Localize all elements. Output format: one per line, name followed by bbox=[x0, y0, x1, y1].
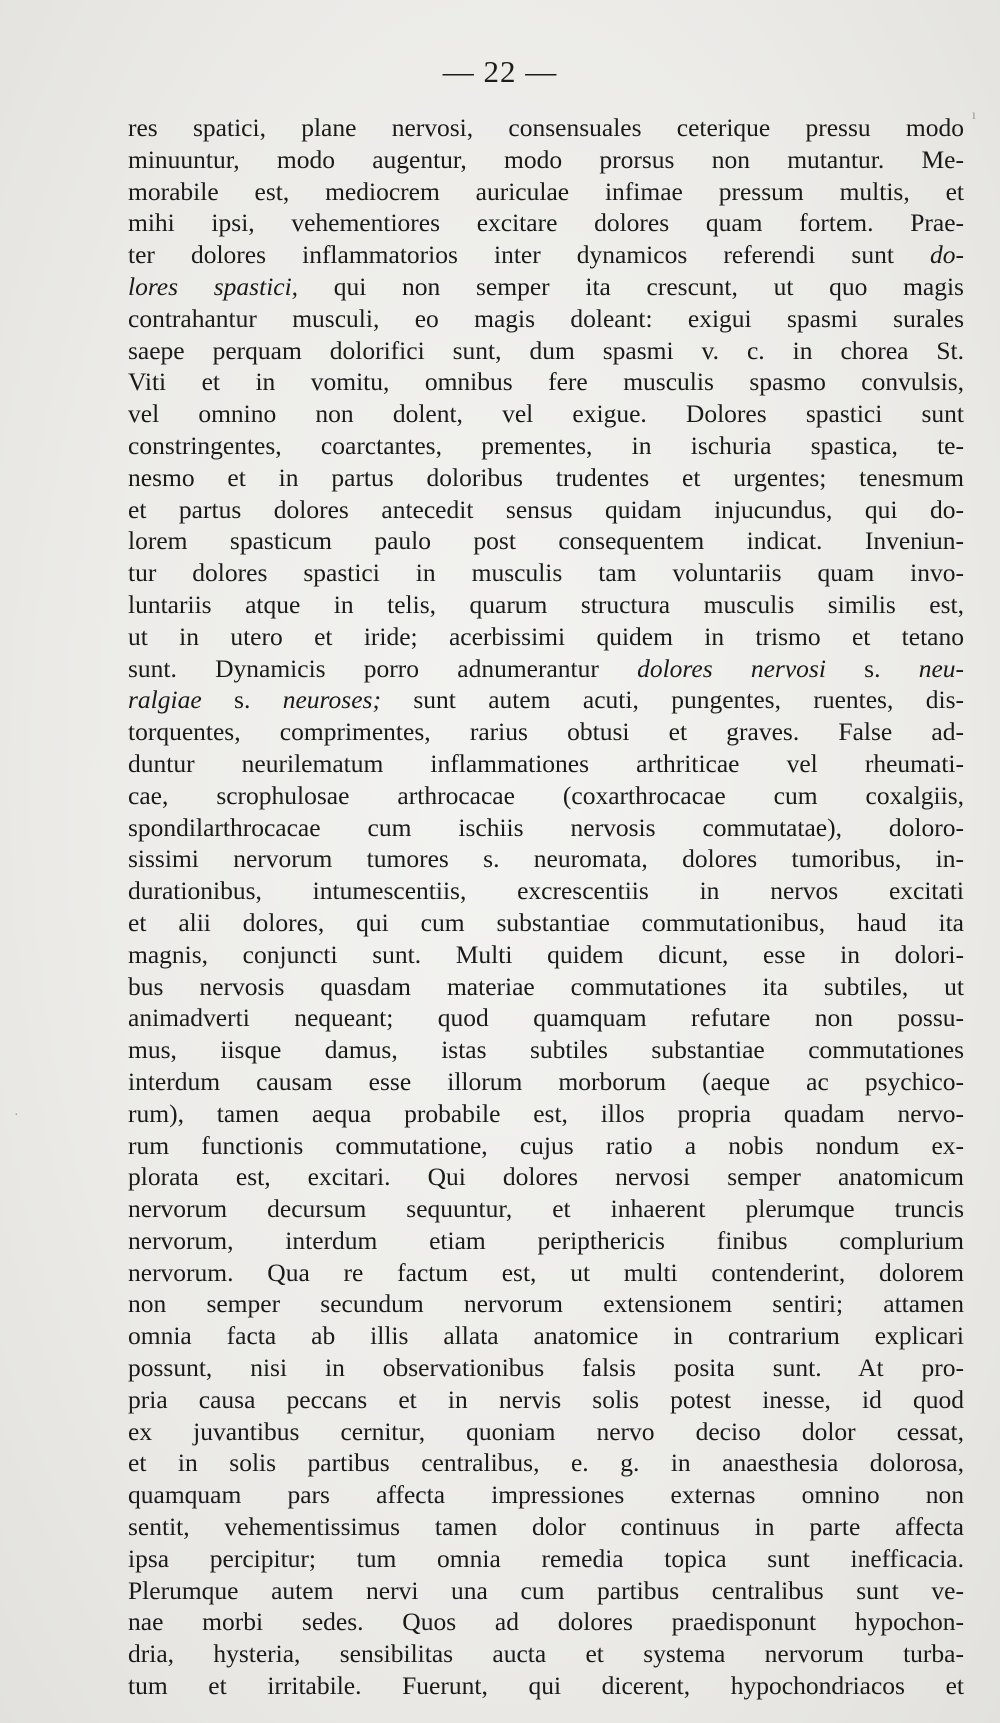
text-line bbox=[128, 430, 964, 462]
text-run: sunt. Dynamicis porro adnumerantur bbox=[128, 653, 638, 683]
text-line bbox=[128, 1193, 964, 1225]
text-run: sissimi nervorum tumores s. neuromata, dolores tumoribus, in- bbox=[128, 844, 964, 874]
text-line bbox=[128, 494, 964, 526]
text-run: torquentes, comprimentes, rarius obtusi et graves. False ad- bbox=[128, 717, 964, 747]
text-line bbox=[128, 1161, 964, 1193]
text-line bbox=[128, 144, 964, 176]
text-line bbox=[128, 335, 964, 367]
text-run: interdum causam esse illorum morborum (aeque ac psychico- bbox=[128, 1066, 964, 1096]
text-line bbox=[128, 1575, 964, 1607]
text-line bbox=[128, 462, 964, 494]
text-run: tum et irritabile. Fuerunt, qui dicerent, hypochondriacos et bbox=[128, 1671, 964, 1701]
text-run: et alii dolores, qui cum substantiae commutationibus, haud ita bbox=[128, 907, 964, 937]
text-line bbox=[128, 1225, 964, 1257]
italic-text: neu- bbox=[918, 653, 964, 683]
text-run: constringentes, coarctantes, prementes, in ischuria spastica, te- bbox=[128, 430, 964, 460]
text-run: ex juvantibus cernitur, quoniam nervo deciso dolor cessat, bbox=[128, 1416, 964, 1446]
text-run: animadverti nequeant; quod quamquam refutare non possu- bbox=[128, 1003, 964, 1033]
text-run: nervorum, interdum etiam peripthericis finibus complurium bbox=[128, 1225, 964, 1255]
text-run: Viti et in vomitu, omnibus fere musculis spasmo convulsis, bbox=[128, 367, 964, 397]
text-run: ut in utero et iride; acerbissimi quidem in trismo et tetano bbox=[128, 621, 964, 651]
text-run: cae, scrophulosae arthrocacae (coxarthrocacae cum coxalgiis, bbox=[128, 780, 964, 810]
text-line bbox=[128, 303, 964, 335]
body-text bbox=[128, 112, 964, 1702]
text-run: ter dolores inflammatorios inter dynamicos referendi sunt bbox=[128, 240, 930, 270]
text-line bbox=[128, 653, 964, 685]
text-line bbox=[128, 1447, 964, 1479]
text-run: mihi ipsi, vehementiores excitare dolores quam fortem. Prae- bbox=[128, 208, 964, 238]
text-line bbox=[128, 398, 964, 430]
text-run: s. bbox=[825, 653, 919, 683]
text-line bbox=[128, 589, 964, 621]
text-line bbox=[128, 1034, 964, 1066]
text-line bbox=[128, 907, 964, 939]
text-run: Plerumque autem nervi una cum partibus centralibus sunt ve- bbox=[128, 1575, 964, 1605]
text-run: lorem spasticum paulo post consequentem indicat. Inveniun- bbox=[128, 526, 964, 556]
text-line bbox=[128, 1098, 964, 1130]
text-run: plorata est, excitari. Qui dolores nervosi semper anatomicum bbox=[128, 1162, 964, 1192]
text-line bbox=[128, 1670, 964, 1702]
text-run: et in solis partibus centralibus, e. g. in anaesthesia dolorosa, bbox=[128, 1448, 964, 1478]
text-run: sunt autem acuti, pungentes, ruentes, dis- bbox=[380, 685, 964, 715]
text-line bbox=[128, 748, 964, 780]
text-run: sentit, vehementissimus tamen dolor continuus in parte affecta bbox=[128, 1512, 964, 1542]
italic-text: neuroses; bbox=[282, 685, 381, 715]
text-line bbox=[128, 1606, 964, 1638]
text-run: bus nervosis quasdam materiae commutationes ita subtiles, ut bbox=[128, 971, 964, 1001]
text-run: ipsa percipitur; tum omnia remedia topica sunt inefficacia. bbox=[128, 1543, 964, 1573]
text-run: nervorum. Qua re factum est, ut multi contenderint, dolorem bbox=[128, 1257, 964, 1287]
text-line bbox=[128, 684, 964, 716]
text-line bbox=[128, 1002, 964, 1034]
text-run: non semper secundum nervorum extensionem sentiri; attamen bbox=[128, 1289, 964, 1319]
text-run: et partus dolores antecedit sensus quidam injucundus, qui do- bbox=[128, 494, 964, 524]
italic-text: lores spastici, bbox=[128, 271, 299, 301]
text-line bbox=[128, 525, 964, 557]
text-run: contrahantur musculi, eo magis doleant: exigui spasmi surales bbox=[128, 303, 964, 333]
italic-text: do- bbox=[930, 240, 964, 270]
italic-text: ralgiae bbox=[128, 685, 202, 715]
text-run: s. bbox=[201, 685, 283, 715]
text-line bbox=[128, 366, 964, 398]
text-run: possunt, nisi in observationibus falsis posita sunt. At pro- bbox=[128, 1353, 964, 1383]
text-run: qui non semper ita crescunt, ut quo magis bbox=[298, 271, 964, 301]
text-line bbox=[128, 1511, 964, 1543]
text-run: rum), tamen aequa probabile est, illos propria quadam nervo- bbox=[128, 1098, 964, 1128]
text-run: omnia facta ab illis allata anatomice in contrarium explicari bbox=[128, 1321, 964, 1351]
text-line bbox=[128, 1416, 964, 1448]
page-number: — 22 — bbox=[442, 54, 558, 89]
text-run: dria, hysteria, sensibilitas aucta et systema nervorum turba- bbox=[128, 1639, 964, 1669]
text-line bbox=[128, 780, 964, 812]
text-line bbox=[128, 239, 964, 271]
text-line bbox=[128, 1066, 964, 1098]
text-line bbox=[128, 112, 964, 144]
text-line bbox=[128, 1543, 964, 1575]
text-line bbox=[128, 716, 964, 748]
text-line bbox=[128, 1288, 964, 1320]
text-line bbox=[128, 1130, 964, 1162]
text-line bbox=[128, 875, 964, 907]
text-run: rum functionis commutatione, cujus ratio a nobis nondum ex- bbox=[128, 1130, 964, 1160]
text-line bbox=[128, 812, 964, 844]
text-run: durationibus, intumescentiis, excrescentiis in nervos excitati bbox=[128, 876, 964, 906]
text-line bbox=[128, 843, 964, 875]
text-run: nae morbi sedes. Quos ad dolores praedisponunt hypochon- bbox=[128, 1607, 964, 1637]
text-run: duntur neurilematum inflammationes arthriticae vel rheumati- bbox=[128, 748, 964, 778]
text-line bbox=[128, 1384, 964, 1416]
text-run: magnis, conjuncti sunt. Multi quidem dicunt, esse in dolori- bbox=[128, 939, 964, 969]
text-line bbox=[128, 621, 964, 653]
text-line bbox=[128, 1479, 964, 1511]
text-run: minuuntur, modo augentur, modo prorsus non mutantur. Me- bbox=[128, 144, 964, 174]
text-run: nervorum decursum sequuntur, et inhaerent plerumque truncis bbox=[128, 1194, 964, 1224]
text-run: saepe perquam dolorifici sunt, dum spasmi v. c. in chorea St. bbox=[128, 335, 964, 365]
text-line bbox=[128, 1320, 964, 1352]
text-line bbox=[128, 557, 964, 589]
text-run: nesmo et in partus doloribus trudentes et urgentes; tenesmum bbox=[128, 462, 964, 492]
text-run: spondilarthrocacae cum ischiis nervosis commutatae), doloro- bbox=[128, 812, 964, 842]
text-run: luntariis atque in telis, quarum structura musculis similis est, bbox=[128, 589, 964, 619]
text-run: morabile est, mediocrem auriculae infimae pressum multis, et bbox=[128, 176, 964, 206]
text-line bbox=[128, 971, 964, 1003]
text-line bbox=[128, 1638, 964, 1670]
text-run: mus, iisque damus, istas subtiles substantiae commutationes bbox=[128, 1035, 964, 1065]
italic-text: dolores nervosi bbox=[637, 653, 826, 683]
text-line bbox=[128, 1257, 964, 1289]
text-line bbox=[128, 1352, 964, 1384]
text-line bbox=[128, 207, 964, 239]
text-run: vel omnino non dolent, vel exigue. Dolores spastici sunt bbox=[128, 399, 964, 429]
margin-speck: · bbox=[14, 1108, 19, 1123]
text-line bbox=[128, 271, 964, 303]
text-run: res spatici, plane nervosi, consensuales ceterique pressu modo bbox=[128, 113, 964, 142]
text-run: pria causa peccans et in nervis solis potest inesse, id quod bbox=[128, 1384, 964, 1414]
margin-speck: ı bbox=[972, 108, 976, 123]
text-run: tur dolores spastici in musculis tam voluntariis quam invo- bbox=[128, 558, 964, 588]
text-line bbox=[128, 176, 964, 208]
text-run: quamquam pars affecta impressiones externas omnino non bbox=[128, 1480, 964, 1510]
text-line bbox=[128, 939, 964, 971]
